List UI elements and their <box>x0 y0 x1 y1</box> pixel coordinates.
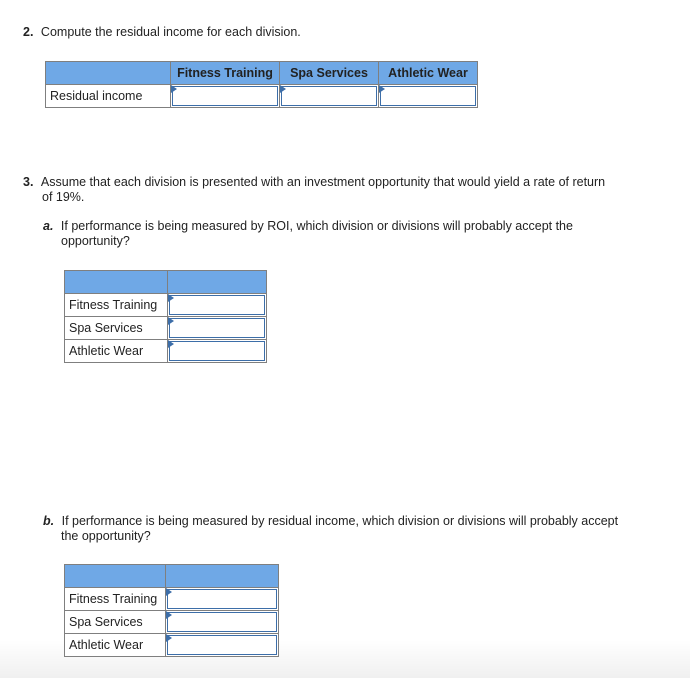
roi-athletic-wear-input[interactable] <box>170 342 264 360</box>
table-row <box>65 634 279 657</box>
residual-income-acceptance-table <box>64 564 279 657</box>
table-row <box>65 588 279 611</box>
row-label-athletic-wear: Athletic Wear <box>65 634 166 657</box>
input-box[interactable] <box>169 295 265 315</box>
flag-icon <box>168 294 174 302</box>
header-athletic-wear: Athletic Wear <box>379 62 478 85</box>
header-answer <box>168 271 267 294</box>
cell-spa-services[interactable] <box>280 85 379 108</box>
cell-answer[interactable] <box>168 317 267 340</box>
input-box[interactable] <box>167 612 277 632</box>
row-label-residual-income: Residual income <box>46 85 171 108</box>
question-3 <box>23 175 663 205</box>
flag-icon <box>168 340 174 348</box>
input-box[interactable] <box>169 318 265 338</box>
header-blank <box>65 271 168 294</box>
input-box[interactable] <box>172 86 278 106</box>
cell-answer[interactable] <box>168 294 267 317</box>
ri-fitness-training-input[interactable] <box>168 590 276 608</box>
flag-icon <box>168 317 174 325</box>
input-box[interactable] <box>169 341 265 361</box>
question-3a <box>43 219 663 249</box>
question-3b <box>43 514 663 544</box>
flag-icon <box>280 85 286 93</box>
header-spa-services: Spa Services <box>280 62 379 85</box>
input-box[interactable] <box>167 635 277 655</box>
residual-income-table <box>45 61 478 108</box>
cell-answer[interactable] <box>166 588 279 611</box>
table-row <box>65 611 279 634</box>
flag-icon <box>166 634 172 642</box>
question-2 <box>23 25 301 40</box>
table-row <box>65 317 267 340</box>
row-label-athletic-wear: Athletic Wear <box>65 340 168 363</box>
table-header-row <box>46 62 478 85</box>
flag-icon <box>166 611 172 619</box>
table-row <box>65 294 267 317</box>
ri-athletic-wear-input[interactable] <box>168 636 276 654</box>
table-row <box>65 340 267 363</box>
roi-spa-services-input[interactable] <box>170 319 264 337</box>
row-label-fitness-training: Fitness Training <box>65 588 166 611</box>
cell-answer[interactable] <box>168 340 267 363</box>
ri-spa-services-input[interactable] <box>168 613 276 631</box>
cell-answer[interactable] <box>166 634 279 657</box>
subquestion-letter: b. <box>43 514 55 528</box>
roi-acceptance-table <box>64 270 267 363</box>
header-blank <box>65 565 166 588</box>
cell-fitness-training[interactable] <box>171 85 280 108</box>
row-label-fitness-training: Fitness Training <box>65 294 168 317</box>
subquestion-text-line2: the opportunity? <box>61 529 151 543</box>
subquestion-text-line1: If performance is being measured by ROI, which division or divisions will probably accept the <box>60 219 573 233</box>
flag-icon <box>379 85 385 93</box>
question-text: Compute the residual income for each division. <box>40 25 301 39</box>
flag-icon <box>171 85 177 93</box>
table-row <box>46 85 478 108</box>
header-answer <box>166 565 279 588</box>
question-number: 2. <box>23 25 34 39</box>
flag-icon <box>166 588 172 596</box>
cell-answer[interactable] <box>166 611 279 634</box>
cell-athletic-wear[interactable] <box>379 85 478 108</box>
subquestion-text-line2: opportunity? <box>61 234 130 248</box>
residual-income-fitness-training-input[interactable] <box>173 87 277 105</box>
question-number: 3. <box>23 175 34 189</box>
roi-fitness-training-input[interactable] <box>170 296 264 314</box>
residual-income-athletic-wear-input[interactable] <box>381 87 475 105</box>
row-label-spa-services: Spa Services <box>65 611 166 634</box>
row-label-spa-services: Spa Services <box>65 317 168 340</box>
subquestion-text-line1: If performance is being measured by residual income, which division or divisions will probably accept <box>61 514 619 528</box>
question-text-line2: of 19%. <box>42 190 85 204</box>
table-header-row <box>65 565 279 588</box>
residual-income-spa-services-input[interactable] <box>282 87 376 105</box>
subquestion-letter: a. <box>43 219 54 233</box>
header-blank <box>46 62 171 85</box>
input-box[interactable] <box>281 86 377 106</box>
input-box[interactable] <box>380 86 476 106</box>
header-fitness-training: Fitness Training <box>171 62 280 85</box>
question-text-line1: Assume that each division is presented with an investment opportunity that would yield a rate of return <box>40 175 606 189</box>
input-box[interactable] <box>167 589 277 609</box>
table-header-row <box>65 271 267 294</box>
